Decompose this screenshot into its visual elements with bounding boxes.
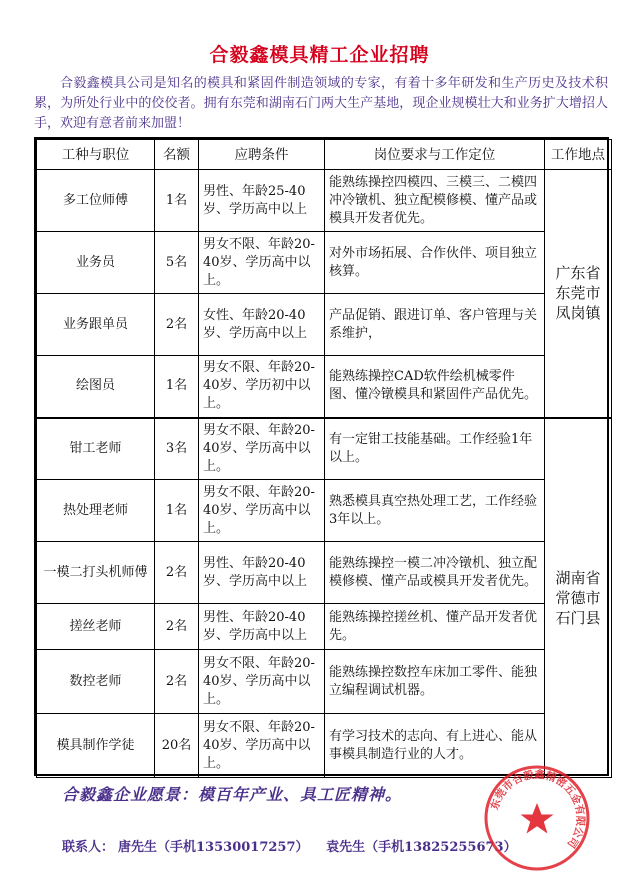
job-count: 5名 xyxy=(155,232,199,294)
job-condition: 男女不限、年龄20-40岁、学历高中以上。 xyxy=(199,650,325,714)
job-requirement: 能熟练操控一模二冲冷镦机、独立配模修模、懂产品或模具开发者优先。 xyxy=(325,542,545,604)
seal-star-icon xyxy=(521,803,554,834)
job-condition: 男性、年龄25-40岁、学历高中以上 xyxy=(199,170,325,232)
contact-label: 联系人： xyxy=(62,840,115,855)
job-requirement: 熟悉模具真空热处理工艺，工作经验3年以上。 xyxy=(325,480,545,542)
job-count: 2名 xyxy=(155,650,199,714)
job-condition: 男性、年龄20-40岁、学历高中以上 xyxy=(199,604,325,650)
location-guangdong: 广东省东莞市凤岗镇 xyxy=(545,170,612,418)
job-title: 模具制作学徒 xyxy=(37,714,155,778)
job-requirement: 能熟练操控数控车床加工零件、能独立编程调试机器。 xyxy=(325,650,545,714)
job-condition: 男女不限、年龄20-40岁、学历高中以上。 xyxy=(199,232,325,294)
location-hunan: 湖南省常德市石门县 xyxy=(545,418,612,778)
job-count: 1名 xyxy=(155,356,199,418)
table-header-row xyxy=(37,140,612,170)
job-condition: 男女不限、年龄20-40岁、学历高中以上。 xyxy=(199,480,325,542)
table-row xyxy=(37,232,612,294)
job-title: 钳工老师 xyxy=(37,418,155,480)
job-title: 数控老师 xyxy=(37,650,155,714)
job-title: 搓丝老师 xyxy=(37,604,155,650)
job-condition: 女性、年龄20-40岁、学历高中以上 xyxy=(199,294,325,356)
job-requirement: 有一定钳工技能基础。工作经验1年以上。 xyxy=(325,418,545,480)
table-row xyxy=(37,650,612,714)
job-condition: 男女不限、年龄20-40岁、学历初中以上。 xyxy=(199,356,325,418)
header-requirement: 岗位要求与工作定位 xyxy=(325,140,545,170)
job-title: 绘图员 xyxy=(37,356,155,418)
table-row xyxy=(37,604,612,650)
job-condition: 男性、年龄20-40岁、学历高中以上 xyxy=(199,542,325,604)
table-row xyxy=(37,294,612,356)
seal-text: 东莞市合毅鑫精密五金有限公司 xyxy=(488,768,587,850)
table-row xyxy=(37,542,612,604)
job-condition: 男女不限、年龄20-40岁、学历高中以上。 xyxy=(199,418,325,480)
job-requirement: 能熟练操控搓丝机、懂产品开发者优先。 xyxy=(325,604,545,650)
contact-person-1: 唐先生（手机13530017257） xyxy=(118,840,309,855)
job-title: 一模二打头机师傅 xyxy=(37,542,155,604)
job-count: 20名 xyxy=(155,714,199,778)
table-row xyxy=(37,170,612,232)
table-row xyxy=(37,356,612,418)
job-title: 业务跟单员 xyxy=(37,294,155,356)
job-count: 2名 xyxy=(155,604,199,650)
job-requirement: 对外市场拓展、合作伙伴、项目独立核算。 xyxy=(325,232,545,294)
company-vision: 合毅鑫企业愿景：模百年产业、具工匠精神。 xyxy=(62,785,403,804)
job-requirement: 有学习技术的志向、有上进心、能从事模具制造行业的人才。 xyxy=(325,714,545,778)
header-location: 工作地点 xyxy=(545,140,612,170)
header-job: 工种与职位 xyxy=(37,140,155,170)
job-title: 业务员 xyxy=(37,232,155,294)
page-title: 合毅鑫模具精工企业招聘 xyxy=(209,44,430,66)
job-title: 热处理老师 xyxy=(37,480,155,542)
job-requirement: 产品促销、跟进订单、客户管理与关系维护， xyxy=(325,294,545,356)
job-requirement: 能熟练操控CAD软件绘机械零件图、懂冷镦模具和紧固件产品优先。 xyxy=(325,356,545,418)
contact-line xyxy=(62,836,521,855)
job-count: 1名 xyxy=(155,480,199,542)
job-table xyxy=(34,137,609,776)
job-count: 1名 xyxy=(155,170,199,232)
contact-person-2: 袁先生（手机13825255673） xyxy=(326,840,517,855)
company-intro: 合毅鑫模具公司是知名的模具和紧固件制造领域的专家，有着十多年研发和生产历史及技术积累，为所处行业中的佼佼者。拥有东莞和湖南石门两大生产基地，现企业规模壮大和业务扩大增招人手，欢迎有意者前来加盟！ xyxy=(34,76,608,131)
table-row xyxy=(37,480,612,542)
header-condition: 应聘条件 xyxy=(199,140,325,170)
job-requirement: 能熟练操控四模四、三模三、二模四冲冷镦机、独立配模修模、懂产品或模具开发者优先。 xyxy=(325,170,545,232)
header-count: 名额 xyxy=(155,140,199,170)
table-row xyxy=(37,418,612,480)
job-count: 3名 xyxy=(155,418,199,480)
job-condition: 男女不限、年龄20-40岁、学历高中以上。 xyxy=(199,714,325,778)
job-title: 多工位师傅 xyxy=(37,170,155,232)
job-count: 2名 xyxy=(155,294,199,356)
job-count: 2名 xyxy=(155,542,199,604)
company-seal-icon xyxy=(482,763,592,873)
